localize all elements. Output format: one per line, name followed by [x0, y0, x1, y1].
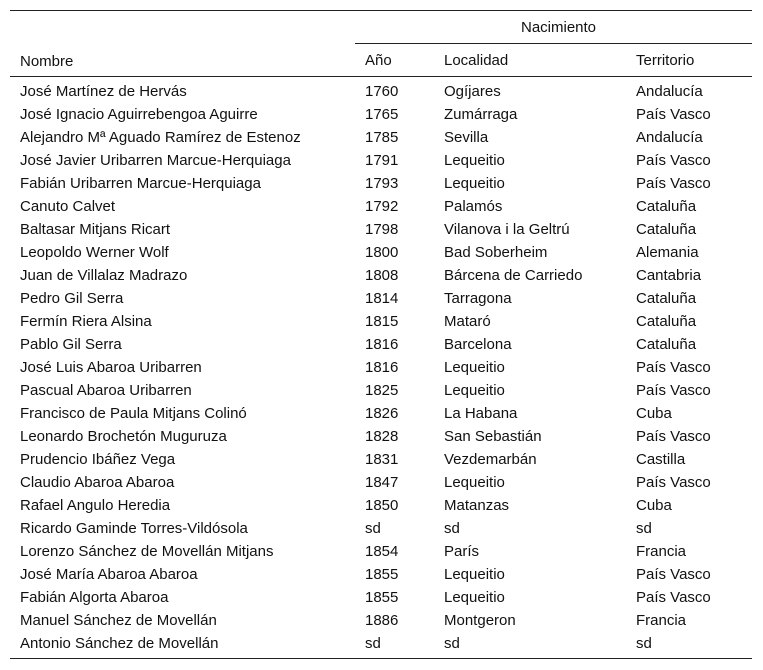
cell-territory: País Vasco — [636, 175, 711, 192]
cell-name: José Martínez de Hervás — [20, 83, 187, 100]
table-row — [10, 425, 752, 448]
table-row — [10, 632, 752, 659]
cell-year: 1800 — [365, 244, 399, 261]
cell-year: 1850 — [365, 497, 399, 514]
cell-year: 1791 — [365, 152, 399, 169]
table-row — [10, 540, 752, 563]
table-row — [10, 563, 752, 586]
column-header-name: Nombre — [10, 11, 355, 77]
cell-territory: País Vasco — [636, 382, 711, 399]
table-row — [10, 586, 752, 609]
cell-year: 1816 — [365, 336, 399, 353]
cell-territory: Cuba — [636, 405, 672, 422]
table-row — [10, 103, 752, 126]
cell-year: 1792 — [365, 198, 399, 215]
cell-territory: Cataluña — [636, 290, 697, 307]
cell-territory: Castilla — [636, 451, 686, 468]
cell-year: 1785 — [365, 129, 399, 146]
table-body — [10, 77, 752, 659]
cell-territory: País Vasco — [636, 566, 711, 583]
cell-locality: Ogíjares — [444, 83, 501, 100]
table-row — [10, 356, 752, 379]
cell-territory: País Vasco — [636, 589, 711, 606]
cell-year: sd — [355, 632, 434, 659]
cell-year: 1854 — [365, 543, 399, 560]
cell-locality: Sevilla — [444, 129, 489, 146]
cell-locality: Bad Soberheim — [444, 244, 548, 261]
cell-year: 1808 — [365, 267, 399, 284]
table-row — [10, 448, 752, 471]
cell-locality: Lequeitio — [444, 589, 505, 606]
column-header-locality: Localidad — [434, 44, 626, 77]
cell-territory: Francia — [636, 543, 687, 560]
cell-locality: Lequeitio — [444, 382, 505, 399]
cell-territory: sd — [636, 520, 652, 537]
table-row — [10, 126, 752, 149]
cell-name: Juan de Villalaz Madrazo — [20, 267, 188, 284]
cell-name: Manuel Sánchez de Movellán — [20, 612, 217, 629]
cell-year: 1815 — [365, 313, 399, 330]
cell-name: Lorenzo Sánchez de Movellán Mitjans — [20, 543, 274, 560]
cell-name: Fabián Uribarren Marcue-Herquiaga — [20, 175, 261, 192]
cell-year: 1793 — [365, 175, 399, 192]
cell-territory: Alemania — [636, 244, 699, 261]
column-header-year: Año — [355, 44, 434, 77]
table-row — [10, 333, 752, 356]
cell-territory: País Vasco — [636, 359, 711, 376]
table-row — [10, 379, 752, 402]
table-row — [10, 471, 752, 494]
cell-name: José Javier Uribarren Marcue-Herquiaga — [20, 152, 291, 169]
cell-territory: Cuba — [636, 497, 672, 514]
cell-name: Fermín Riera Alsina — [20, 313, 152, 330]
table-row — [10, 172, 752, 195]
cell-name: Fabián Algorta Abaroa — [20, 589, 169, 606]
table-row — [10, 609, 752, 632]
cell-territory: sd — [626, 632, 752, 659]
cell-locality: París — [444, 543, 480, 560]
cell-territory: Cataluña — [636, 221, 697, 238]
cell-year: 1855 — [365, 566, 399, 583]
cell-name: Claudio Abaroa Abaroa — [20, 474, 175, 491]
cell-locality: Mataró — [444, 313, 491, 330]
cell-territory: Andalucía — [636, 129, 703, 146]
table-row — [10, 310, 752, 333]
cell-name: Ricardo Gaminde Torres-Vildósola — [20, 520, 248, 537]
cell-territory: Francia — [636, 612, 687, 629]
table-row — [10, 494, 752, 517]
cell-locality: La Habana — [444, 405, 518, 422]
cell-territory: Cantabria — [636, 267, 702, 284]
cell-locality: Matanzas — [444, 497, 510, 514]
cell-locality: Lequeitio — [444, 566, 505, 583]
cell-locality: Tarragona — [444, 290, 512, 307]
cell-locality: Barcelona — [444, 336, 512, 353]
table-row — [10, 517, 752, 540]
cell-name: Rafael Angulo Heredia — [20, 497, 171, 514]
cell-name: Pascual Abaroa Uribarren — [20, 382, 192, 399]
table-header — [10, 11, 752, 77]
table-row — [10, 77, 752, 104]
table-row — [10, 218, 752, 241]
table-row — [10, 402, 752, 425]
cell-name: Prudencio Ibáñez Vega — [20, 451, 176, 468]
cell-year: 1760 — [365, 83, 399, 100]
cell-territory: País Vasco — [636, 428, 711, 445]
cell-year: 1816 — [365, 359, 399, 376]
cell-year: 1825 — [365, 382, 399, 399]
table-container — [10, 10, 752, 659]
cell-territory: Cataluña — [636, 313, 697, 330]
cell-name: Leopoldo Werner Wolf — [20, 244, 169, 261]
group-header-birth: Nacimiento — [355, 11, 752, 44]
table-row — [10, 195, 752, 218]
cell-year: 1847 — [365, 474, 399, 491]
cell-locality: Vilanova i la Geltrú — [444, 221, 570, 238]
births-table — [10, 10, 752, 659]
cell-year: 1831 — [365, 451, 399, 468]
cell-name: Pedro Gil Serra — [20, 290, 124, 307]
cell-territory: País Vasco — [636, 152, 711, 169]
cell-locality: Zumárraga — [444, 106, 518, 123]
cell-name: José Luis Abaroa Uribarren — [20, 359, 202, 376]
cell-year: 1814 — [365, 290, 399, 307]
cell-name: Antonio Sánchez de Movellán — [10, 632, 355, 659]
cell-territory: Cataluña — [636, 198, 697, 215]
cell-locality: Lequeitio — [444, 359, 505, 376]
table-row — [10, 264, 752, 287]
cell-locality: Montgeron — [444, 612, 516, 629]
cell-name: Canuto Calvet — [20, 198, 116, 215]
cell-territory: Cataluña — [636, 336, 697, 353]
cell-name: José Ignacio Aguirrebengoa Aguirre — [20, 106, 258, 123]
cell-name: Francisco de Paula Mitjans Colinó — [20, 405, 247, 422]
cell-year: 1855 — [365, 589, 399, 606]
cell-locality: San Sebastián — [444, 428, 542, 445]
table-row — [10, 287, 752, 310]
cell-year: 1765 — [365, 106, 399, 123]
cell-name: Leonardo Brochetón Muguruza — [20, 428, 227, 445]
cell-territory: Andalucía — [636, 83, 703, 100]
cell-locality: sd — [434, 632, 626, 659]
cell-year: sd — [365, 520, 381, 537]
cell-locality: Vezdemarbán — [444, 451, 537, 468]
cell-locality: Bárcena de Carriedo — [444, 267, 583, 284]
table-row — [10, 149, 752, 172]
cell-locality: Lequeitio — [444, 474, 505, 491]
cell-locality: Palamós — [444, 198, 503, 215]
cell-year: 1886 — [365, 612, 399, 629]
cell-year: 1798 — [365, 221, 399, 238]
cell-year: 1828 — [365, 428, 399, 445]
cell-year: 1826 — [365, 405, 399, 422]
cell-name: Baltasar Mitjans Ricart — [20, 221, 171, 238]
cell-locality: Lequeitio — [444, 152, 505, 169]
cell-territory: País Vasco — [636, 474, 711, 491]
cell-name: Alejandro Mª Aguado Ramírez de Estenoz — [20, 129, 301, 146]
column-header-territory: Territorio — [626, 44, 752, 77]
cell-locality: Lequeitio — [444, 175, 505, 192]
cell-territory: País Vasco — [636, 106, 711, 123]
cell-name: José María Abaroa Abaroa — [20, 566, 198, 583]
table-row — [10, 241, 752, 264]
cell-name: Pablo Gil Serra — [20, 336, 122, 353]
cell-locality: sd — [444, 520, 460, 537]
